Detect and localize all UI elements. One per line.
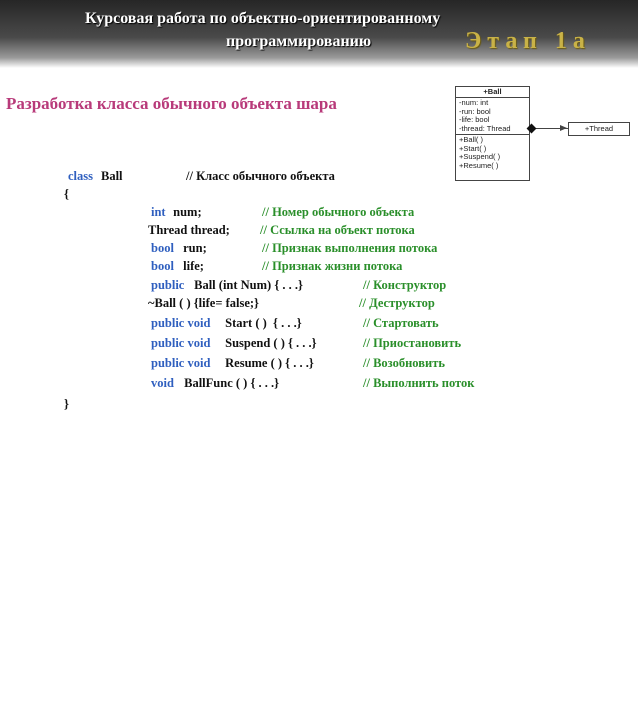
code-statement: ~Ball ( ) {life= false;}: [148, 296, 259, 310]
uml-attribute: -thread: Thread: [459, 124, 511, 133]
uml-method: +Start( ): [459, 144, 487, 153]
slide-subtitle: Разработка класса обычного объекта шара: [6, 94, 337, 113]
code-comment: // Приостановить: [363, 336, 462, 350]
code-comment: // Стартовать: [363, 316, 439, 330]
uml-methods: [456, 135, 529, 171]
uml-method: +Resume( ): [459, 161, 499, 170]
code-comment: // Конструктор: [363, 278, 447, 292]
code-statement: num;: [170, 205, 202, 219]
slide-title-line1: Курсовая работа по объектно-ориентированному: [85, 10, 441, 27]
uml-class-diagram: [455, 86, 635, 182]
code-keyword: void: [151, 376, 174, 390]
code-comment: // Выполнить поток: [363, 376, 475, 390]
code-comment: // Признак выполнения потока: [262, 241, 438, 255]
uml-method: +Ball( ): [459, 136, 483, 144]
code-class-keyword: class: [68, 169, 93, 183]
uml-thread-class-box: +Thread: [568, 122, 630, 136]
uml-attribute: -life: bool: [459, 116, 490, 124]
code-statement: life;: [180, 259, 204, 273]
code-comment: // Деструктор: [359, 296, 435, 310]
code-close-brace: }: [64, 397, 69, 411]
code-keyword: bool: [151, 259, 174, 273]
code-statement: Ball (int Num) { . . .}: [191, 278, 303, 292]
code-keyword: public: [151, 278, 185, 292]
slide-header: [0, 0, 638, 68]
code-statement: Thread thread;: [148, 223, 230, 237]
code-open-brace: {: [64, 187, 69, 201]
uml-arrowhead-icon: [560, 125, 567, 131]
slide-title-line2: программированию: [226, 33, 372, 50]
code-statement: Resume ( ) { . . .}: [222, 356, 314, 370]
uml-method: +Suspend( ): [459, 153, 501, 161]
code-statement: Suspend ( ) { . . .}: [222, 336, 317, 350]
stage-label: Этап 1а: [465, 28, 591, 54]
uml-attribute: -run: bool: [459, 107, 491, 116]
code-statement: Start ( ) { . . .}: [222, 316, 302, 330]
code-class-comment: // Класс обычного объекта: [186, 169, 335, 183]
code-keyword: int: [151, 205, 166, 219]
code-keyword: public void: [151, 316, 211, 330]
code-statement: BallFunc ( ) { . . .}: [181, 376, 280, 390]
code-comment: // Возобновить: [363, 356, 445, 370]
code-comment: // Ссылка на объект потока: [260, 223, 415, 237]
uml-class-name: +Ball: [456, 87, 529, 98]
code-keyword: public void: [151, 336, 211, 350]
code-comment: // Номер обычного объекта: [262, 205, 415, 219]
uml-attribute: -num: int: [459, 99, 489, 107]
uml-ball-class-box: [455, 86, 530, 181]
code-statement: run;: [180, 241, 207, 255]
code-keyword: public void: [151, 356, 211, 370]
code-keyword: bool: [151, 241, 174, 255]
code-comment: // Признак жизни потока: [262, 259, 403, 273]
uml-attributes: [456, 98, 529, 135]
code-class-name: Ball: [101, 169, 123, 183]
